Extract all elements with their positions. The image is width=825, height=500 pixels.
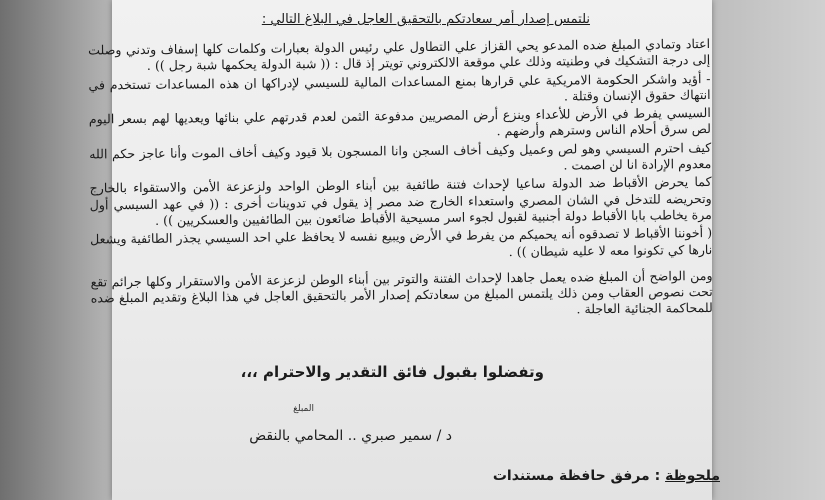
document-page xyxy=(88,0,720,500)
closing-line: وتفضلوا بقبول فائق التقدير والاحترام ،،، xyxy=(240,363,544,381)
note-text: : مرفق حافظة مستندات xyxy=(492,468,666,484)
paragraph-6: ( أخوننا الأقباط لا تصدقوه أنه يحميكم من يفرط في الأرض ويبيع نفسه لا يحافظ علي احد السيسي يجذر الطائفية ويشعل نارها كي تكونوا معه لا عليه شيطان )) . xyxy=(90,225,713,259)
attachment-note xyxy=(493,468,720,484)
paragraph-5: كما يحرض الأقباط ضد الدولة ساعيا لإحداث فتنة طائفية بين أبناء الوطن الواحد ولزعزعة الأمن والاستقواء بالخارج وتحريضه للتدخل في الشان المصري واستعداء الخارج ضد مصر إذ يقول في تدوينات أخرى : (( في عهد السيسي أول مرة يخاطب بابا الأقباط دولة أجنبية لقبول لجوء اسر مسيحية الأقباط ضائعون بين الطائفيين والعسكريين )) . xyxy=(89,174,712,228)
paragraph-2: - أؤيد واشكر الحكومة الامريكية علي قرارها بمنع المساعدات المالية للسيسي لإدراكها ان هذه المساعدات تستخدم في انتهاك حقوق الإنسان وقتلة . xyxy=(88,70,711,104)
paragraph-3: السيسي يفرط في الأرض للأعداء وينزع أرض المصريين مدفوعة الثمن لعدم قدرتهم علي بنائها ويعديها لهم بسعر اليوم لص سرق أحلام الناس وسترهم وأرضهم . xyxy=(88,105,712,139)
document-body xyxy=(88,36,713,325)
note-label: ملحوظة xyxy=(665,468,720,484)
paragraph-4: كيف احترم السيسي وهو لص وعميل وكيف أخاف السجن وانا المسجون بلا قيود وكيف أخاف الموت وأنا عاجز حكم الله معدوم الإرادة انا لن اصمت . xyxy=(89,139,712,173)
signature-line: د / سمير صبري .. المحامي بالنقض xyxy=(249,428,452,444)
paragraph-1: اعتاد وتمادي المبلغ ضده المدعو يحي القزاز علي التطاول علي رئيس الدولة بعبارات وكلمات كلها إسفاف وتدني وصلت إلى درجة التشكيك في وطنيته وذلك علي موقعة الالكتروني تويتر إذ قال : (( شبة الدولة يحكمها شبة رجل )) . xyxy=(88,36,711,74)
document-heading: نلتمس إصدار أمر سعادتكم بالتحقيق العاجل في البلاغ التالي : xyxy=(261,12,590,27)
paragraph-7: ومن الواضح أن المبلغ ضده يعمل جاهدا لإحداث الفتنة والتوتر بين أبناء الوطن لزعزعة الأمن والاستقرار وكلها جرائم تقع تحت نصوص العقاب ومن ذلك يلتمس المبلغ من سعادتكم إصدار الأمر بالتحقيق العاجل في هذا البلاغ وتقديم المبلغ ضده للمحاكمة الجنائية العاجلة . xyxy=(90,267,713,317)
document-paper xyxy=(88,0,720,500)
sender-label: المبلغ xyxy=(293,404,314,414)
